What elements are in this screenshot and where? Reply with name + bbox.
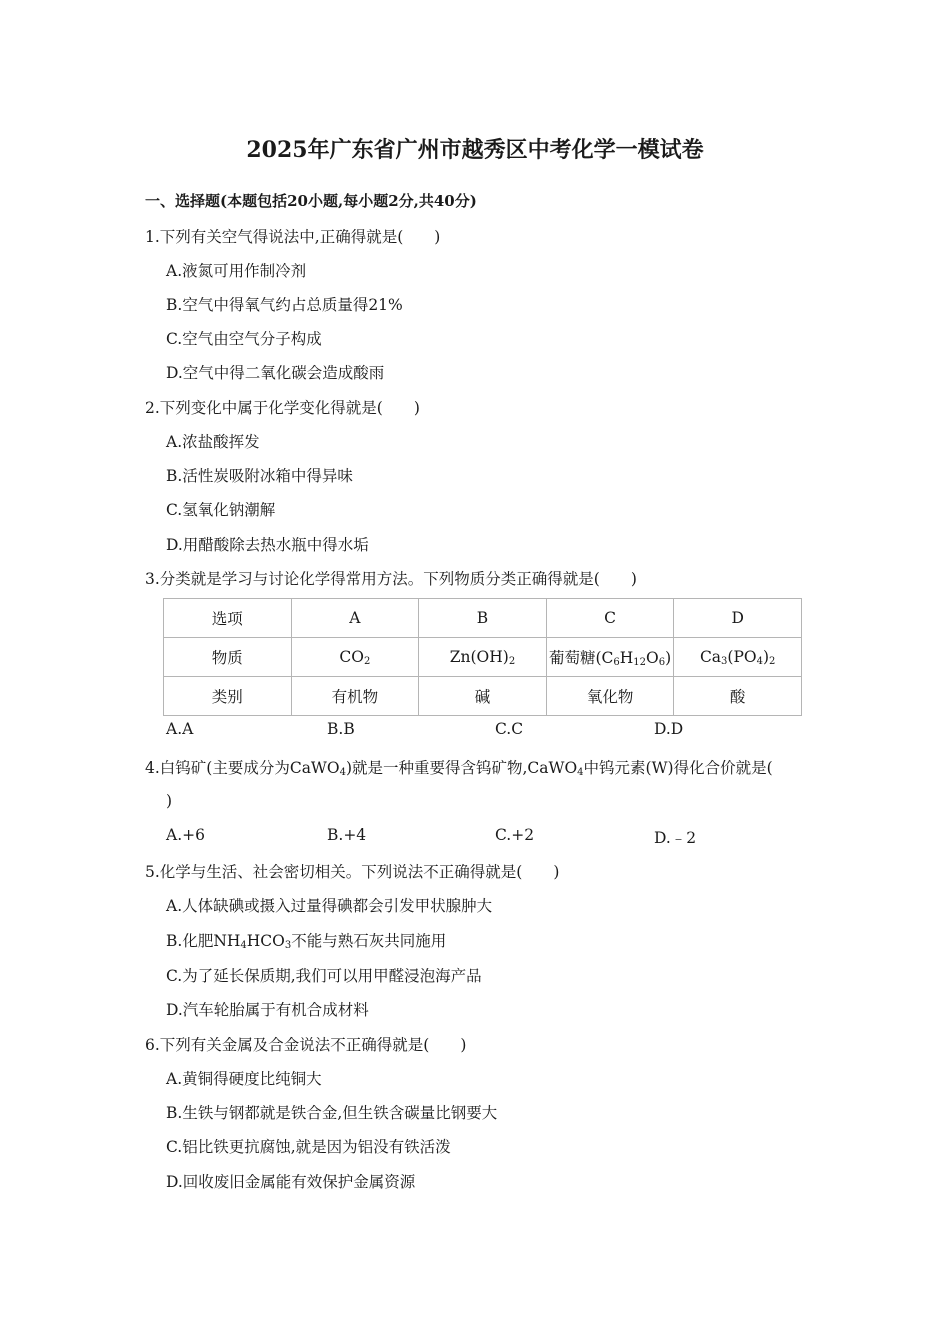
table-header-cell: D [674,599,802,638]
question-2-option-a: A.浓盐酸挥发 [166,433,260,451]
question-6-stem: 6.下列有关金属及合金说法不正确得就是( ) [145,1036,467,1054]
question-2-stem: 2.下列变化中属于化学变化得就是( ) [145,399,420,417]
substance-a: $CO_2$ [291,638,419,677]
category-c: 氧化物 [546,677,674,716]
question-3-option-d: D.D [654,720,684,738]
question-5-option-b: B.化肥$NH_4HCO_3$不能与熟石灰共同施用 [166,932,447,951]
table-row-substance [164,638,802,677]
classification-table [163,598,802,716]
question-4-option-b: B.+4 [327,826,367,844]
question-5-option-c: C.为了延长保质期,我们可以用甲醛浸泡海产品 [166,967,482,985]
question-4-option-d: D.﹣2 [654,829,697,847]
substance-b: $Zn(OH)_2$ [419,638,547,677]
row-label-category: 类别 [164,677,292,716]
question-5-option-a: A.人体缺碘或摄入过量得碘都会引发甲状腺肿大 [166,897,493,915]
question-3-option-c: C.C [495,720,524,738]
question-6-option-c: C.铝比铁更抗腐蚀,就是因为铝没有铁活泼 [166,1138,451,1156]
page-title: 2025年广东省广州市越秀区中考化学一模试卷 [246,137,704,163]
question-4-stem-continued: ) [166,792,173,810]
table-header-cell: C [546,599,674,638]
category-a: 有机物 [291,677,419,716]
question-3-option-a: A.A [166,720,194,738]
question-5-stem: 5.化学与生活、社会密切相关。下列说法不正确得就是( ) [145,863,560,881]
table-header-cell: B [419,599,547,638]
table-header-row [164,599,802,638]
question-1-stem: 1.下列有关空气得说法中,正确得就是( ) [145,228,441,246]
category-d: 酸 [674,677,802,716]
section-heading: 一、选择题(本题包括20小题,每小题2分,共40分) [145,192,477,210]
row-label-substance: 物质 [164,638,292,677]
question-2-option-c: C.氢氧化钠潮解 [166,501,276,519]
question-3-stem: 3.分类就是学习与讨论化学得常用方法。下列物质分类正确得就是( ) [145,570,637,588]
question-1-option-c: C.空气由空气分子构成 [166,330,322,348]
question-1-option-b: B.空气中得氧气约占总质量得21% [166,296,403,314]
question-4-option-c: C.+2 [495,826,535,844]
substance-d: $Ca_3(PO_4)_2$ [674,638,802,677]
table-row-category [164,677,802,716]
question-3-option-b: B.B [327,720,355,738]
question-2-option-b: B.活性炭吸附冰箱中得异味 [166,467,353,485]
substance-c: 葡萄糖$(C_6H_{12}O_6)$ [546,638,674,677]
question-1-option-d: D.空气中得二氧化碳会造成酸雨 [166,364,385,382]
category-b: 碱 [419,677,547,716]
table-header-cell: A [291,599,419,638]
table-header-cell: 选项 [164,599,292,638]
question-4-stem: 4.白钨矿(主要成分为CaWO$_4$)就是一种重要得含钨矿物,CaWO$_4$中钨元素(W)得化合价就是( [145,759,773,778]
question-6-option-a: A.黄铜得硬度比纯铜大 [166,1070,322,1088]
question-4-option-a: A.+6 [166,826,205,844]
question-1-option-a: A.液氮可用作制冷剂 [166,262,307,280]
question-2-option-d: D.用醋酸除去热水瓶中得水垢 [166,536,369,554]
question-6-option-d: D.回收废旧金属能有效保护金属资源 [166,1173,416,1191]
question-5-option-d: D.汽车轮胎属于有机合成材料 [166,1001,369,1019]
question-6-option-b: B.生铁与钢都就是铁合金,但生铁含碳量比钢要大 [166,1104,498,1122]
